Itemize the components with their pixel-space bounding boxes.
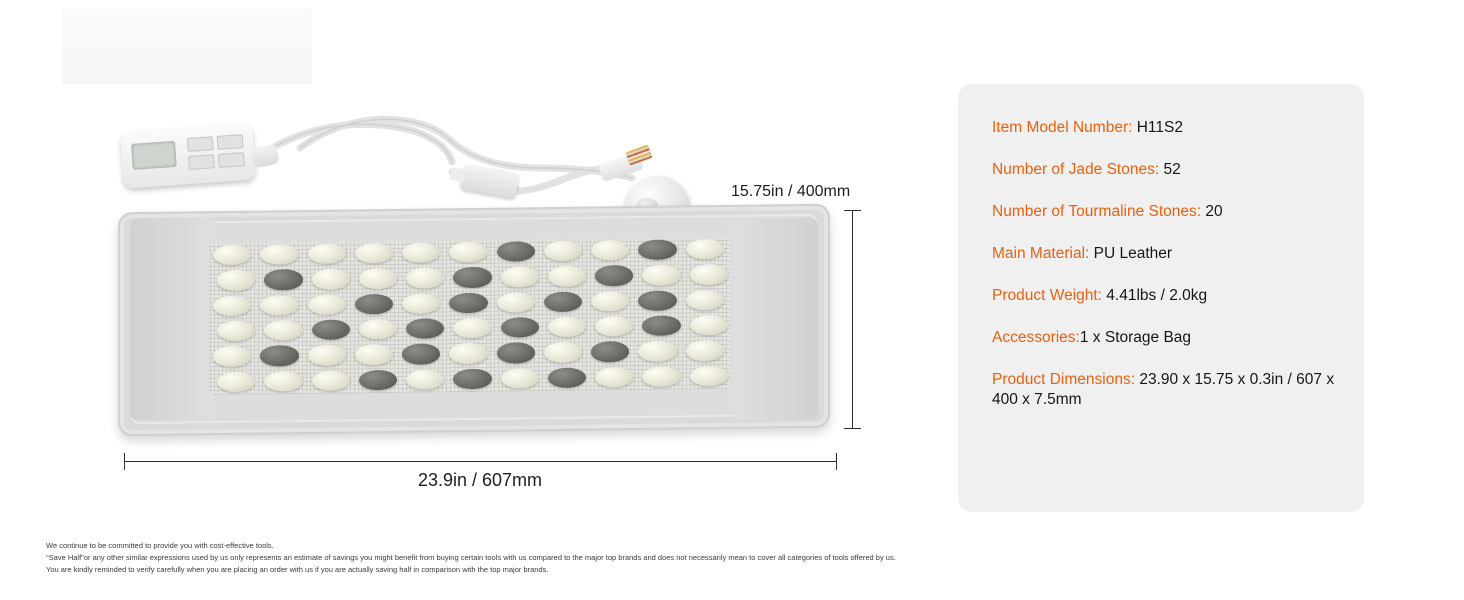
- stone: [638, 239, 676, 260]
- stone: [359, 319, 397, 340]
- stone: [308, 294, 346, 315]
- spec-row: [992, 160, 1342, 181]
- controller-strain-relief: [250, 144, 280, 169]
- stone: [402, 344, 440, 365]
- stone: [312, 269, 350, 290]
- width-dimension-label: 23.9in / 607mm: [417, 470, 543, 490]
- spec-value: 23.90 x 15.75 x 0.3in / 607 x 400 x 7.5mm: [992, 370, 1335, 409]
- stone: [260, 295, 298, 316]
- mat-left-edge: [130, 217, 214, 420]
- stone: [312, 370, 350, 391]
- spec-value: 52: [1159, 160, 1181, 178]
- spec-row: [992, 370, 1342, 412]
- stone: [501, 266, 539, 287]
- stone: [591, 291, 629, 312]
- stone: [501, 317, 539, 338]
- spec-value: H11S2: [1132, 119, 1183, 136]
- controller-button: [187, 136, 214, 152]
- stone: [406, 318, 444, 339]
- stone: [453, 267, 491, 288]
- spec-label: Main Material:: [992, 244, 1090, 262]
- spec-row: [992, 202, 1342, 223]
- stone: [213, 295, 251, 316]
- height-dimension-cap-bottom: [844, 428, 861, 429]
- width-dimension-cap-right: [836, 453, 837, 470]
- controller-button: [188, 154, 215, 170]
- stone: [642, 315, 680, 336]
- stone: [591, 341, 629, 362]
- stone: [449, 343, 487, 364]
- stone: [548, 367, 586, 388]
- spec-label: Accessories:: [992, 328, 1080, 346]
- stone: [402, 242, 440, 263]
- spec-label: Number of Tourmaline Stones:: [992, 202, 1202, 220]
- stone: [686, 340, 724, 361]
- spec-label: Product Weight:: [992, 286, 1102, 304]
- disclaimer-line-3: You are kindly reminded to verify carefully when you are placing an order with us if you are actually saving half in comparison with the top major brands.: [46, 565, 549, 575]
- background-light-panel: [62, 8, 312, 84]
- stone: [686, 290, 724, 311]
- controller-button: [218, 152, 245, 168]
- spec-label: Item Model Number:: [992, 119, 1133, 136]
- stone: [544, 342, 582, 363]
- disclaimer: [46, 540, 1146, 576]
- spec-value: PU Leather: [1089, 244, 1173, 262]
- stone: [638, 341, 676, 362]
- spec-label: Number of Jade Stones:: [992, 160, 1160, 178]
- handheld-controller: [120, 123, 256, 188]
- stone: [355, 294, 393, 315]
- stone: [501, 368, 539, 389]
- disclaimer-line-1: We continue to be committed to provide you with cost-effective tools.: [46, 541, 274, 550]
- disclaimer-line-2: "Save Half"or any other similar expressions used by us only represents an estimate of savings you might benefit from buying certain tools with us compared to the major top brands and does not necessarily mean to cover all categories of tools offered by us.: [46, 553, 896, 563]
- stone: [638, 290, 676, 311]
- stone: [359, 370, 397, 391]
- spec-row: [992, 286, 1342, 307]
- stone: [497, 292, 535, 313]
- stone: [308, 244, 346, 265]
- stone: [544, 291, 582, 312]
- stone: [312, 319, 350, 340]
- stone: [355, 344, 393, 365]
- stone: [591, 240, 629, 261]
- stone: [260, 345, 298, 366]
- stone: [453, 368, 491, 389]
- stone: [217, 321, 255, 342]
- stone: [264, 320, 302, 341]
- stone: [308, 345, 346, 366]
- stone: [544, 241, 582, 262]
- stone: [217, 270, 255, 291]
- stone: [497, 343, 535, 364]
- stone: [642, 265, 680, 286]
- stone: [548, 266, 586, 287]
- stone: [402, 293, 440, 314]
- stone: [690, 366, 728, 387]
- spec-value: 1 x Storage Bag: [1079, 328, 1192, 346]
- stone: [642, 366, 680, 387]
- stone: [449, 292, 487, 313]
- stone: [355, 243, 393, 264]
- specification-list: [992, 118, 1342, 432]
- stone: [406, 369, 444, 390]
- heating-mat: [118, 208, 830, 432]
- stone: [453, 318, 491, 339]
- height-dimension-line: [852, 210, 853, 428]
- controller-screen: [131, 141, 177, 170]
- controller-button: [217, 134, 244, 150]
- spec-value: 4.41lbs / 2.0kg: [1102, 286, 1208, 304]
- power-plug: [460, 163, 520, 198]
- stone: [690, 315, 728, 336]
- mat-right-edge: [734, 217, 818, 420]
- height-dimension-label: 15.75in / 400mm: [731, 183, 851, 200]
- spec-label: Product Dimensions:: [992, 370, 1136, 388]
- stone: [213, 245, 251, 266]
- width-dimension-line: [124, 461, 836, 462]
- spec-row: [992, 244, 1342, 265]
- spec-row: [992, 328, 1342, 349]
- stone: [406, 268, 444, 289]
- stone: [686, 239, 724, 260]
- stone: [595, 367, 633, 388]
- stone: [497, 241, 535, 262]
- stone: [449, 242, 487, 263]
- specification-card: [958, 84, 1364, 512]
- stone: [359, 268, 397, 289]
- stone: [548, 317, 586, 338]
- stone: [595, 265, 633, 286]
- mat-stone-mesh: [210, 237, 730, 395]
- spec-row: [992, 118, 1342, 139]
- spec-value: 20: [1201, 202, 1223, 220]
- stone: [595, 316, 633, 337]
- stone: [690, 264, 728, 285]
- stone-grid: [210, 237, 730, 395]
- stone: [264, 371, 302, 392]
- stone: [213, 346, 251, 367]
- controller-buttons: [187, 134, 245, 170]
- stone: [260, 244, 298, 265]
- stone: [264, 269, 302, 290]
- stone: [217, 371, 255, 392]
